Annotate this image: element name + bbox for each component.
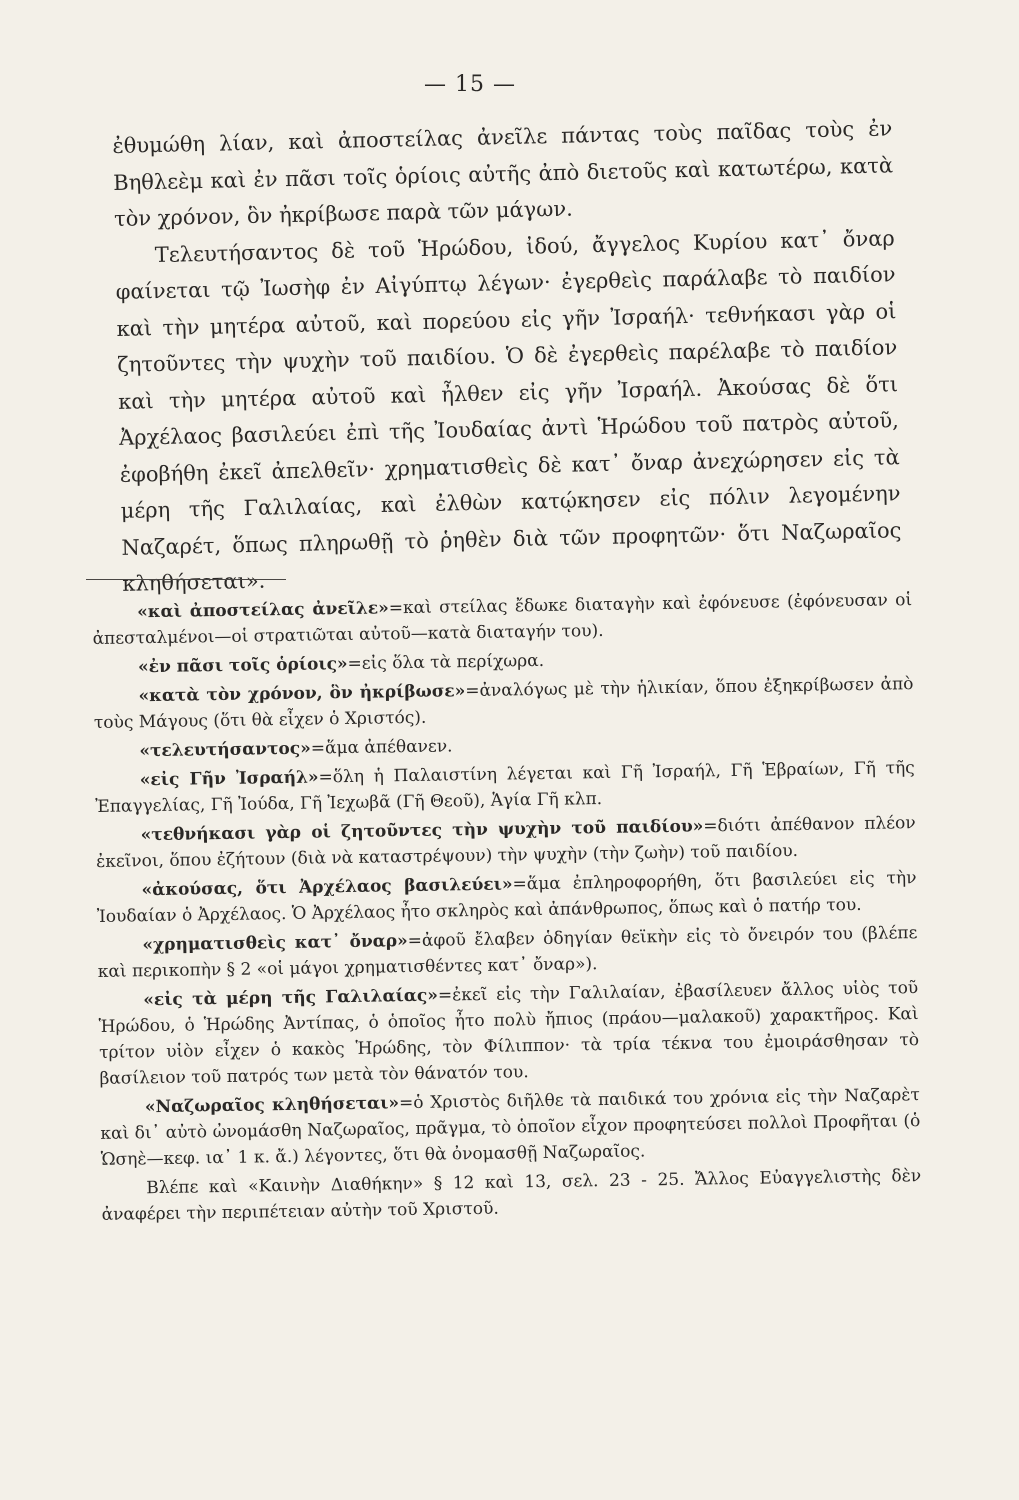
footnote: [96, 865, 917, 930]
footnote-text: =διότι ἀπέθανον πλέον ἐκεῖνοι, ὅπου ἐζήτουν (διὰ νὰ καταστρέψουν) τὴν ψυχὴν (τὴν ζωὴν) τοῦ παιδίου.: [95, 813, 916, 872]
footnote-term: «εἰς Γῆν Ἰσραήλ»: [139, 767, 319, 791]
footnote-text: =ἅμα ἀπέθανεν.: [310, 736, 453, 759]
footnote-text: =ἐκεῖ εἰς τὴν Γαλιλαίαν, ἐβασίλευεν ἄλλος υἱὸς τοῦ Ἡρώδου, ὁ Ἡρώδης Ἀντίπας, ὁ ὁποῖος ἦτο πολὺ ἤπιος (πράου—μαλακοῦ) χαρακτῆρος. Καὶ τρίτον υἱὸν εἶχεν ὁ κακὸς Ἡρώδης, τὸν Φίλιππον· τὰ τρία τέκνα του ἐμοιράσθησαν τὸ βασίλειον τοῦ πατρός των μετὰ τὸν θάνατόν του.: [98, 978, 920, 1089]
footnote-term: «τελευτήσαντος»: [139, 738, 311, 762]
main-text: [112, 110, 903, 602]
footnote-text: =ἀναλόγως μὲ τὴν ἡλικίαν, ὅπου ἐξηκρίβωσεν ἀπὸ τοὺς Μάγους (ὅτι θὰ εἶχεν ὁ Χριστός).: [93, 674, 914, 733]
footnote-text: =καὶ στείλας ἔδωκε διαταγὴν καὶ ἐφόνευσε (ἐφόνευσαν οἱ ἀπεσταλμένοι—οἱ στρατιῶται αὐτοῦ—κατὰ διαταγήν του).: [92, 590, 913, 649]
footnote-text: =ἀφοῦ ἔλαβεν ὁδηγίαν θεϊκὴν εἰς τὸ ὄνειρόν του (βλέπε καὶ περικοπὴν § 2 «οἱ μάγοι χρηματισθέντες κατ᾽ ὄναρ»).: [97, 923, 918, 982]
footnote: [93, 671, 914, 736]
footnote-term: «ἐν πᾶσι τοῖς ὁρίοις»: [137, 653, 348, 678]
footnote-term: «χρηματισθεὶς κατ᾽ ὄναρ»: [142, 931, 408, 956]
footnote-text: =εἰς ὅλα τὰ περίχωρα.: [347, 650, 545, 674]
main-paragraph: ἐθυμώθη λίαν, καὶ ἀποστείλας ἀνεῖλε πάντας τοὺς παῖδας τοὺς ἐν Βηθλεὲμ καὶ ἐν πᾶσι τοῖς ὁρίοις αὐτῆς ἀπὸ διετοῦς καὶ κατωτέρω, κατὰ τὸν χρόνον, ὃν ἠκρίβωσε παρὰ τῶν μάγων.: [112, 116, 894, 231]
footnote: [98, 975, 920, 1092]
main-paragraph: Τελευτήσαντος δὲ τοῦ Ἡρώδου, ἰδού, ἄγγελος Κυρίου κατ᾽ ὄναρ φαίνεται τῷ Ἰωσὴφ ἐν Αἰγύπτῳ λέγων· ἐγερθεὶς παράλαβε τὸ παιδίον καὶ τὴν μητέρα αὐτοῦ, καὶ πορεύου εἰς γῆν Ἰσραήλ· τεθνήκασι γὰρ οἱ ζητοῦντες τὴν ψυχὴν τοῦ παιδίου. Ὁ δὲ ἐγερθεὶς παρέλαβε τὸ παιδίον καὶ τὴν μητέρα αὐτοῦ καὶ ἦλθεν εἰς γῆν Ἰσραήλ. Ἀκούσας δὲ ὅτι Ἀρχέλαος βασιλεύει ἐπὶ τῆς Ἰουδαίας ἀντὶ Ἡρώδου τοῦ πατρὸς αὐτοῦ, ἐφοβήθη ἐκεῖ ἀπελθεῖν· χρηματισθεὶς δὲ κατ᾽ ὄναρ ἀνεχώρησεν εἰς τὰ μέρη τῆς Γαλιλαίας, καὶ ἐλθὼν κατῴκησεν εἰς πόλιν λεγομένην Ναζαρέτ, ὅπως πληρωθῇ τὸ ῥηθὲν διὰ τῶν προφητῶν· ὅτι Ναζωραῖος κληθήσεται».: [115, 225, 902, 596]
footnote-text: =ὅλη ἡ Παλαιστίνη λέγεται καὶ Γῆ Ἰσραήλ, Γῆ Ἑβραίων, Γῆ τῆς Ἐπαγγελίας, Γῆ Ἰούδα, Γῆ Ἰεχωβᾶ (Γῆ Θεοῦ), Ἁγία Γῆ κλπ.: [95, 758, 915, 817]
footnote: [97, 920, 918, 985]
footnote: [96, 810, 917, 875]
footnote: [95, 755, 916, 820]
footnote-term: «εἰς τὰ μέρη τῆς Γαλιλαίας»: [143, 985, 439, 1011]
page-number: — 15 —: [424, 72, 516, 97]
footnote-separator: [86, 579, 286, 580]
footnote-term: «ἀκούσας, ὅτι Ἀρχέλαος βασιλεύει»: [141, 874, 513, 901]
footnote-term: «Ναζωραῖος κληθήσεται»: [144, 1093, 400, 1118]
footnote-term: «κατὰ τὸν χρόνον, ὃν ἠκρίβωσε»: [138, 681, 466, 707]
footnote-text: =ἅμα ἐπληροφορήθη, ὅτι βασιλεύει εἰς τὴν Ἰουδαίαν ὁ Ἀρχέλαος. Ὁ Ἀρχέλαος ἦτο σκληρὸς καὶ ἀπάνθρωπος, ὅπως καὶ ὁ πατήρ του.: [96, 868, 917, 927]
footnotes: [92, 587, 922, 1231]
footnote: [100, 1082, 921, 1173]
footnote-text: =ὁ Χριστὸς διῆλθε τὰ παιδικά του χρόνια εἰς τὴν Ναζαρὲτ καὶ δι᾽ αὐτὸ ὠνομάσθη Ναζωραῖος, πρᾶγμα, τὸ ὁποῖον εἶχον προφητεύσει πολλοὶ Προφῆται (ὁ Ὡσηὲ—κεφ. ια᾽ 1 κ. ἄ.) λέγοντες, ὅτι θὰ ὀνομασθῇ Ναζωραῖος.: [100, 1085, 921, 1170]
closing-note: [101, 1163, 922, 1228]
closing-note-text: Βλέπε καὶ «Καινὴν Διαθήκην» § 12 καὶ 13, σελ. 23 - 25. Ἄλλος Εὐαγγελιστὴς δὲν ἀναφέρει τὴν περιπέτειαν αὐτὴν τοῦ Χριστοῦ.: [101, 1166, 922, 1225]
footnote-term: «τεθνήκασι γὰρ οἱ ζητοῦντες τὴν ψυχὴν τοῦ παιδίου»: [140, 816, 704, 846]
footnote-term: «καὶ ἀποστείλας ἀνεῖλε»: [137, 598, 389, 623]
